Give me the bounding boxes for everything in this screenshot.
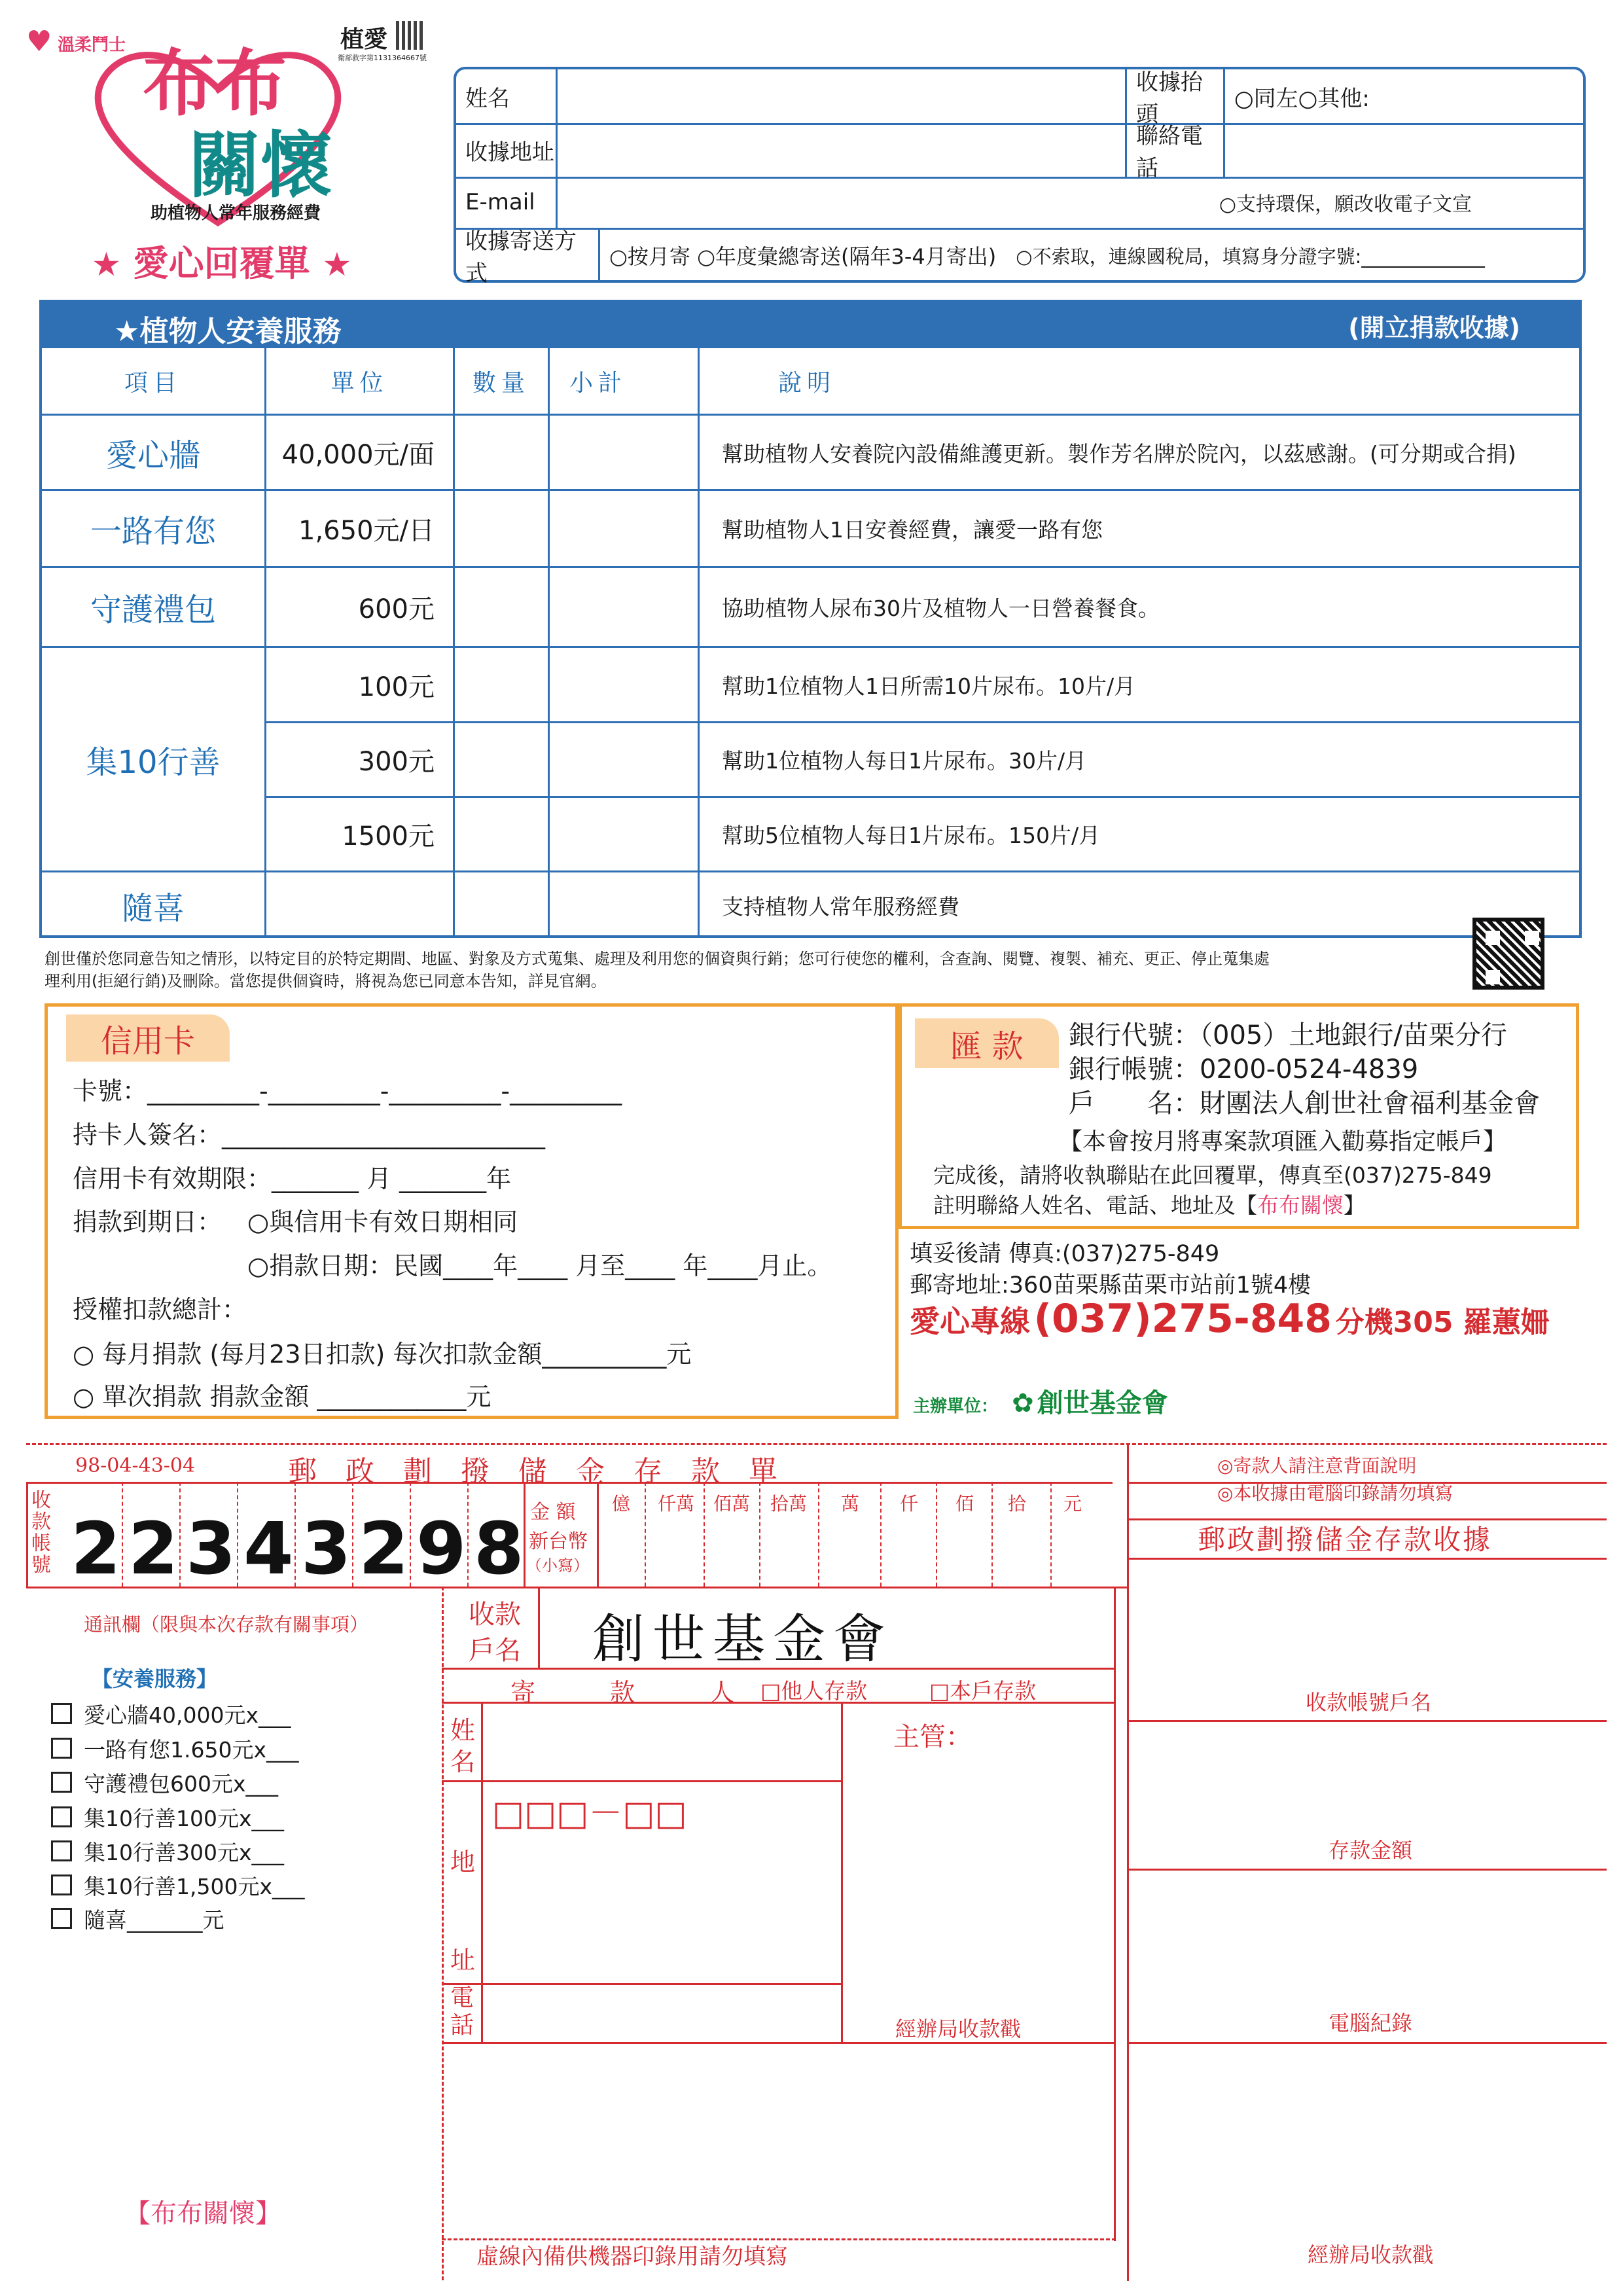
account-digit: 2: [359, 1507, 409, 1590]
bank-code: 銀行代號：（005）土地銀行/苗栗分行: [1069, 1020, 1507, 1050]
col-header-item: 項目: [124, 369, 182, 397]
checklist-text: 隨喜_______元: [84, 1907, 224, 1933]
amount-boxes[interactable]: [599, 1482, 1093, 1587]
logo-title-1: 布布: [143, 41, 287, 126]
bank-remit-box: [899, 1003, 1579, 1229]
checklist-item[interactable]: [51, 1698, 291, 1729]
card-expiry-field[interactable]: 信用卡有效期限：_______ 月 _______年: [73, 1164, 512, 1193]
checklist-text: 集10行善1,500元x___: [84, 1874, 305, 1899]
card-number-field[interactable]: 卡號：_________-_________-_________-_________: [73, 1077, 622, 1105]
col-header-unit: 單位: [330, 369, 389, 397]
col-header-qty: 數量: [472, 369, 530, 397]
amount-unit: 仟萬: [658, 1493, 695, 1515]
eco-option[interactable]: ○支持環保，願改收電子文宣: [1219, 193, 1472, 216]
checklist-item[interactable]: [51, 1802, 284, 1833]
phone-label: 聯絡電話: [1136, 123, 1203, 181]
organizer-name: 創世基金會: [1037, 1388, 1168, 1418]
mail-address: 郵寄地址:360苗栗縣苗栗市站前1號4樓: [910, 1272, 1311, 1299]
email-label: E-mail: [465, 189, 535, 215]
amount-unit: 佰萬: [713, 1493, 751, 1515]
checkbox-icon: [51, 1874, 72, 1895]
service-table-header: [42, 302, 1579, 348]
fax-info: 填妥後請 傳真:(037)275-849: [910, 1241, 1220, 1267]
post-office-stamp: 經辦局收款戳: [895, 2017, 1022, 2041]
receipt-note: (開立捐款收據): [1348, 314, 1520, 342]
checklist-item[interactable]: [51, 1733, 299, 1764]
payee-label-1: 收款: [469, 1600, 521, 1630]
desc-ten-100: 幫助1位植物人1日所需10片尿布。10片/月: [722, 673, 1136, 699]
address-label: 收據地址: [465, 139, 554, 166]
zip-code-boxes[interactable]: □□□－□□: [492, 1794, 687, 1833]
privacy-notice: [45, 948, 1471, 992]
receipt-payee-label: 收款帳號戶名: [1306, 1690, 1432, 1715]
send-method-options-2[interactable]: ○不索取，連線國稅局，填寫身分證字號:_____________: [1016, 245, 1485, 268]
remit-after-2a: 註明聯絡人姓名、電話、地址及【: [933, 1193, 1257, 1218]
amount-unit: 佰: [955, 1493, 974, 1515]
checklist-item[interactable]: [51, 1836, 284, 1867]
form-title-text: 愛心回覆單: [133, 243, 310, 284]
qr-code-icon: [1472, 918, 1544, 990]
receipt-amount-label: 存款金額: [1329, 1838, 1413, 1863]
logo-title-2: 關懷: [188, 123, 332, 207]
checklist-item[interactable]: [51, 1870, 305, 1901]
hotline: [910, 1296, 1550, 1342]
logo-subtitle: 助植物人常年服務經費: [151, 204, 321, 223]
item-with-you: 一路有您: [90, 513, 216, 550]
service-title: ★植物人安養服務: [114, 315, 342, 348]
account-digit: 2: [71, 1507, 121, 1590]
desc-gift-pack: 協助植物人尿布30片及植物人一日營養餐食。: [722, 596, 1160, 621]
checkbox-icon: [51, 1703, 72, 1724]
authorization-total-label: 授權扣款總計：: [73, 1295, 247, 1324]
name-field[interactable]: [558, 69, 1127, 123]
partner-qr-icon: [396, 21, 425, 50]
hotline-number: (037)275-848: [1033, 1296, 1332, 1342]
item-gift-pack: 守護禮包: [90, 592, 216, 628]
remit-after-2: [933, 1189, 1365, 1219]
receipt-header-options[interactable]: [1225, 69, 1583, 123]
sender-phone-label: 電話: [450, 1984, 474, 2039]
form-title: [92, 236, 351, 286]
col-header-desc: 說明: [778, 369, 836, 397]
slip-form-code: 98-04-43-04: [75, 1454, 196, 1477]
amount-unit: 元: [1063, 1493, 1082, 1515]
star-icon: ★: [322, 245, 352, 283]
amount-label-2: 新台幣: [529, 1530, 588, 1553]
checklist-title: 【安養服務】: [92, 1666, 218, 1691]
account-holder: 戶 名：財團法人創世社會福利基金會: [1069, 1088, 1540, 1119]
slip-top-border: [26, 1443, 1607, 1445]
phone-field[interactable]: [1225, 123, 1583, 177]
desc-ten-1500: 幫助5位植物人每日1片尿布。150片/月: [722, 823, 1101, 848]
hotline-ext: 分機305 羅蕙姍: [1335, 1306, 1550, 1339]
sender-phone-field[interactable]: [484, 1986, 838, 2041]
checklist-text: 愛心牆40,000元x___: [84, 1702, 291, 1728]
checkbox-icon: [51, 1806, 72, 1827]
sender-name-label: 姓名: [450, 1716, 476, 1776]
heart-logo-icon: ♥: [26, 25, 52, 58]
unit-love-wall: 40,000元/面: [281, 439, 435, 470]
sender-name-field[interactable]: [484, 1704, 838, 1779]
unit-gift-pack: 600元: [358, 594, 435, 624]
remit-after-1: 完成後，請將收執聯貼在此回覆單，傳真至(037)275-849: [933, 1162, 1492, 1188]
desc-love-wall: 幫助植物人安養院內設備維護更新。製作芳名牌於院內，以茲感謝。(可分期或合捐): [722, 440, 1516, 467]
item-free-gift: 隨喜: [121, 889, 185, 927]
bank-account: 銀行帳號：0200-0524-4839: [1069, 1054, 1419, 1085]
checklist-text: 集10行善100元x___: [84, 1806, 285, 1831]
account-digit: 4: [243, 1507, 294, 1590]
amount-unit: 拾萬: [770, 1493, 808, 1515]
amount-unit: 萬: [841, 1493, 860, 1515]
item-ten-good: 集10行善: [86, 744, 221, 781]
machine-use-note: 虛線內備供機器印錄用請勿填寫: [476, 2244, 788, 2270]
service-table: [39, 300, 1582, 938]
single-donation-option[interactable]: ○ 單次捐款 捐款金額 ____________元: [73, 1382, 491, 1411]
account-digit: 2: [128, 1507, 179, 1590]
credit-card-box: [45, 1003, 899, 1419]
privacy-line-1: 創世僅於您同意告知之情形，以特定目的於特定期間、地區、對象及方式蒐集、處理及利用您的個資與行銷；您可行使您的權利，含查詢、閱覽、複製、補充、更正、停止蒐集處: [45, 950, 1270, 968]
payee-label-2: 戶名: [469, 1636, 521, 1666]
account-digit: 3: [301, 1507, 351, 1590]
right-note-1: ◎寄款人請注意背面說明: [1217, 1455, 1417, 1477]
sender-option-other[interactable]: □他人存款: [760, 1678, 868, 1704]
amount-unit: 仟: [900, 1493, 919, 1515]
checkbox-icon: [51, 1908, 72, 1929]
remit-after-2c: 】: [1344, 1193, 1365, 1218]
payee-name: 創世基金會: [592, 1609, 893, 1670]
receipt-record-label: 電腦紀錄: [1329, 2011, 1413, 2036]
partner-top-name: 植愛: [340, 26, 388, 53]
amount-unit: 億: [612, 1493, 631, 1515]
receipt-header-options-text: ○同左○其他:: [1234, 85, 1370, 112]
receipt-title: 郵政劃撥儲金存款收據: [1198, 1524, 1493, 1556]
checklist-text: 守護禮包600元x___: [84, 1771, 279, 1797]
amount-label-1: 金 額: [530, 1501, 576, 1524]
monthly-donation-option[interactable]: ○ 每月捐款 (每月23日扣款) 每次扣款金額__________元: [73, 1340, 692, 1369]
due-date-option-1[interactable]: ○與信用卡有效日期相同: [247, 1208, 518, 1236]
remit-tag: 匯 款: [915, 1018, 1059, 1068]
send-method-label: 收據寄送方式: [465, 228, 577, 287]
checklist-item[interactable]: [51, 1903, 224, 1934]
amount-unit: 拾: [1008, 1493, 1027, 1515]
send-method-options[interactable]: ○按月寄 ○年度彙總寄送(隔年3-4月寄出): [609, 244, 997, 269]
privacy-line-2: 理利用(拒絕行銷)及刪除。當您提供個資時，將視為您已同意本告知，詳見官網。: [45, 972, 607, 990]
cardholder-signature-field[interactable]: 持卡人簽名：__________________________: [73, 1121, 546, 1149]
item-love-wall: 愛心牆: [105, 437, 200, 474]
unit-with-you: 1,650元/日: [298, 516, 435, 546]
organizer-logo-icon: ✿: [1012, 1388, 1034, 1418]
star-icon: ★: [92, 245, 121, 283]
organizer-label: 主辦單位：: [913, 1397, 999, 1416]
donor-info-box: [454, 67, 1586, 287]
sender-label: 寄 款 人: [510, 1678, 735, 1707]
partner-small-name: 溫柔鬥士: [58, 35, 126, 55]
remit-after-2b: 布布關懷: [1257, 1193, 1344, 1218]
bottom-brand: 【布布關懷】: [124, 2198, 281, 2229]
supervisor-label: 主管：: [893, 1722, 972, 1752]
slip-title: 郵 政 劃 撥 儲 金 存 款 單: [288, 1455, 777, 1488]
account-digit: 3: [186, 1507, 236, 1590]
account-digit: 9: [416, 1507, 467, 1590]
credit-card-tag: 信用卡: [66, 1014, 230, 1062]
organizer: [913, 1382, 1168, 1420]
partner-registration: 衛部救字第1131364667號: [338, 54, 427, 62]
desc-ten-300: 幫助1位植物人每日1片尿布。30片/月: [722, 748, 1087, 774]
receipt-header-label: 收據抬頭: [1136, 69, 1203, 128]
email-field[interactable]: [558, 177, 1583, 228]
checklist-text: 一路有您1.650元x___: [84, 1737, 299, 1763]
desc-free-gift: 支持植物人常年服務經費: [722, 893, 959, 920]
unit-ten-100: 100元: [358, 672, 435, 702]
note-column-label: 通訊欄（限與本次存款有關事項）: [84, 1613, 369, 1636]
checklist-item[interactable]: [51, 1767, 278, 1798]
sender-address-label: 地址: [450, 1848, 476, 1975]
right-note-2: ◎本收據由電腦印錄請勿填寫: [1217, 1482, 1454, 1504]
address-field[interactable]: [558, 123, 1127, 177]
hotline-label: 愛心專線: [910, 1304, 1030, 1339]
name-label: 姓名: [465, 85, 510, 112]
receipt-stamp-label: 經辦局收款戳: [1308, 2242, 1434, 2267]
unit-ten-1500: 1500元: [342, 821, 435, 852]
checkbox-icon: [51, 1772, 72, 1793]
unit-ten-300: 300元: [358, 747, 435, 777]
due-date-label: 捐款到期日：: [73, 1208, 223, 1236]
amount-label-3: （小寫）: [526, 1556, 589, 1575]
desc-with-you: 幫助植物人1日安養經費，讓愛一路有您: [722, 517, 1103, 543]
account-label: 收款帳號: [31, 1489, 51, 1577]
remit-notice: 【本會按月將專案款項匯入勸募指定帳戶】: [1059, 1128, 1507, 1155]
col-header-subtotal: 小計: [569, 369, 628, 397]
account-digit: 8: [474, 1507, 524, 1590]
checkbox-icon: [51, 1840, 72, 1861]
due-date-option-2[interactable]: ○捐款日期：民國____年____ 月至____ 年____月止。: [247, 1251, 832, 1280]
sender-option-self[interactable]: □本戶存款: [929, 1678, 1037, 1704]
checkbox-icon: [51, 1738, 72, 1759]
checklist-text: 集10行善300元x___: [84, 1840, 285, 1865]
